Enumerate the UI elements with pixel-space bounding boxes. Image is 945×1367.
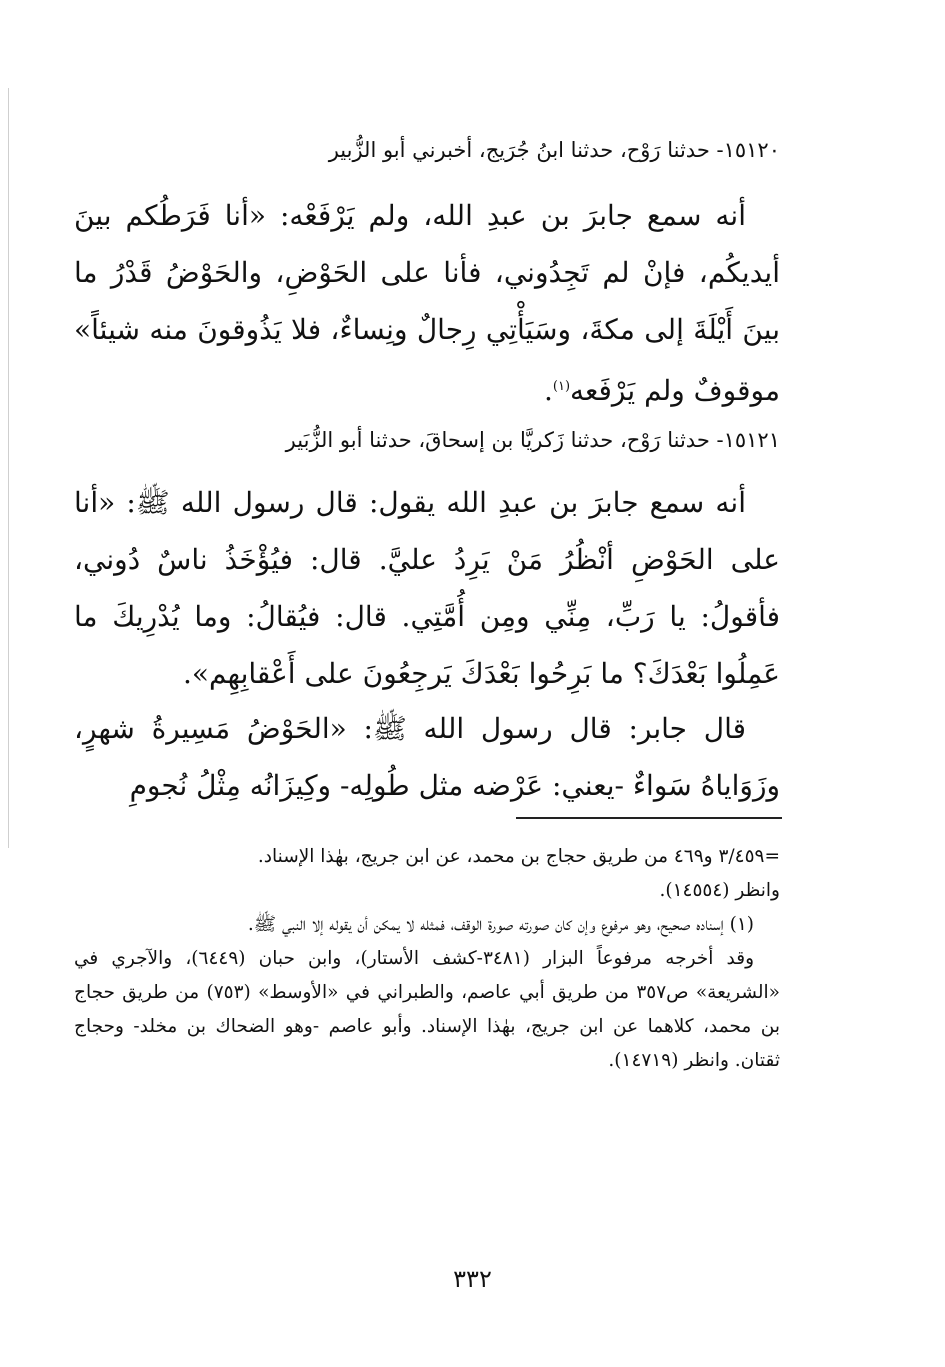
hadith-15121-header: ١٥١٢١- حدثنا رَوْح، حدثنا زَكريَّا بن إسحاقَ، حدثنا أبو الزُّبَير xyxy=(285,428,780,452)
hadith-15120-header: ١٥١٢٠- حدثنا رَوْح، حدثنا ابنُ جُرَيج، أخبرني أبو الزُّبير xyxy=(328,138,780,162)
hadith-15121-body: أنه سمع جابرَ بن عبدِ الله يقول: قال رسول الله ﷺ: «أنا على الحَوْضِ أنْظُرُ مَنْ يَرِدُ عليَّ. قال: فيُؤْخَذُ ناسٌ دُوني، فأقولُ: يا رَبِّ، مِنِّي ومِن أُمَّتِي. قال: فيُقالُ: وما يُدْرِيكَ ما عَمِلُوا بَعْدَكَ؟ ما بَرِحُوا بَعْدَكَ يَرجِعُونَ على أَعْقابِهِم». xyxy=(74,486,780,690)
footnote-continuation-line2: وانظر (١٤٥٥٤). xyxy=(659,880,780,901)
hadith-15121-body-continued: قال جابر: قال رسول الله ﷺ: «الحَوْضُ مَسِيرةُ شهرٍ، وزَوَاياهُ سَواءٌ -يعني: عَرْضه مثل طُولِه- وكِيزَانُه مِثْلُ نُجومِ xyxy=(74,712,780,802)
scan-edge-line xyxy=(8,88,9,848)
footnote-1-part1: (١) إسناده صحيح، وهو مرفوع وإن كان صورته صورة الوقف، فمثله لا يمكن أن يقوله إلا النبي ﷺ. xyxy=(247,914,754,935)
footnote-marker-1: (١) xyxy=(552,379,571,394)
footnotes-block xyxy=(74,840,780,1078)
hadith-15120-tail: . xyxy=(543,374,553,407)
footnote-1-part2: وقد أخرجه مرفوعاً البزار (٣٤٨١-كشف الأستار)، وابن حبان (٦٤٤٩)، والآجري في «الشريعة» ص٣٥٧ من طريق أبي عاصم، والطبراني في «الأوسط» (٧٥٣) من طريق حجاج بن محمد، كلاهما عن ابن جريج، بهٰذا الإسناد. وأبو عاصم -وهو الضحاك بن مخلد- وحجاج ثقتان. وانظر (١٤٧١٩). xyxy=(74,948,780,1071)
hadith-15120-body xyxy=(74,187,780,419)
hadith-15120-text: أنه سمع جابرَ بن عبدِ الله، ولم يَرْفَعْه: «أنا فَرَطُكم بينَ أيديكُم، فإنْ لم تَجِدُوني، فأنا على الحَوْضِ، والحَوْضُ قَدْرُ ما بينَ أَيْلَةَ إلى مكةَ، وسَيَأْتِي رِجالٌ ونِساءٌ، فلا يَذُوقونَ منه شيئاً» موقوفٌ ولم يَرْفَعه xyxy=(74,199,780,407)
footnote-continuation-line1: =٣/٤٥٩ و٤٦٩ من طريق حجاج بن محمد، عن ابن جريج، بهٰذا الإسناد. xyxy=(257,846,780,867)
page-number: ٣٣٢ xyxy=(453,1265,492,1293)
footnote-separator-rule xyxy=(516,817,782,819)
